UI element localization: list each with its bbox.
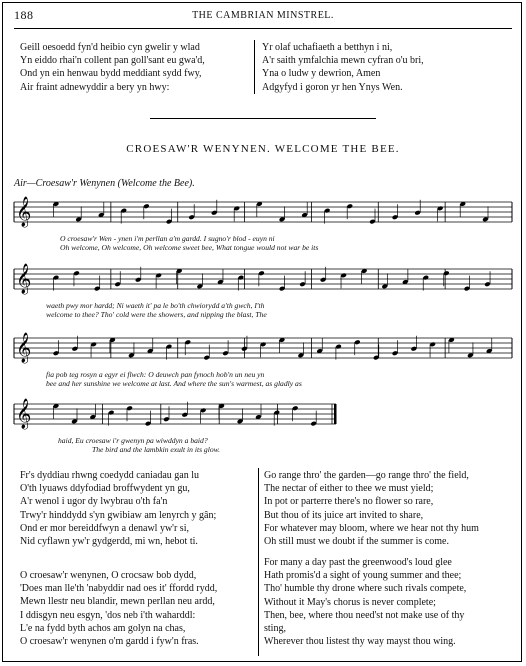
running-title: THE CAMBRIAN MINSTREL. xyxy=(192,10,334,21)
music-system-3 xyxy=(0,330,526,388)
verse-line: Geill oesoedd fyn'd heibio cyn gwelir y wlad xyxy=(20,42,200,53)
treble-clef-icon: 𝄞 xyxy=(16,333,32,362)
staff-2 xyxy=(0,261,526,303)
verse-line: For whatever may bloom, where we hear not thy hum xyxy=(264,522,479,534)
verse-line: Fr's dyddiau rhwng coedydd caniadau gan lu xyxy=(20,470,199,481)
verse-line: Yr olaf uchafiaeth a betthyn i ni, xyxy=(262,42,393,53)
top-verse-left xyxy=(20,41,205,94)
lyric-english: welcome to thee? Tho' cold were the showers, and nipping the blast, The xyxy=(46,310,267,319)
column-divider xyxy=(254,40,255,94)
staff-3 xyxy=(0,330,526,372)
verse-line: In pot or parterre there's no flower so rare, xyxy=(264,496,434,508)
treble-clef-icon: 𝄞 xyxy=(16,197,32,226)
verse-line: A'r saith ymfalchia mewn cyfran o'u bri, xyxy=(262,55,424,67)
verse-line: L'e na fydd byth achos am golyn na chas, xyxy=(20,622,186,634)
verse-line: The nectar of either to thee we must yield; xyxy=(264,483,434,495)
air-label: Air—Croesaw'r Wenynen (Welcome the Bee). xyxy=(14,178,195,189)
verse-line: Trwy'r hinddydd s'yn gwibiaw am lenyrch y gân; xyxy=(20,509,217,521)
section-rule xyxy=(150,118,376,119)
top-verse-right xyxy=(262,41,424,94)
lyric-welsh: waeth pwy mor hardd; Ni waeth it' pa le bo'th chwiorydd a'th gwch, I'th xyxy=(46,301,265,310)
music-system-4 xyxy=(0,396,526,454)
lyric-english: Oh welcome, Oh welcome, Oh welcome sweet bee, What tongue would not war be its xyxy=(60,243,319,252)
music-system-1 xyxy=(0,194,526,252)
verse-line: Tho' humble thy drone where such rivals compete, xyxy=(264,583,467,595)
final-barline xyxy=(334,404,337,424)
bottom-right-stanza-1 xyxy=(264,469,479,548)
page-number: 188 xyxy=(14,8,34,22)
staff-1 xyxy=(0,194,526,236)
verse-line: O'th lyuaws ddyfodiad broffwydent yn gu, xyxy=(20,483,190,495)
lyric-english: The bird and the lambkin exult in its glow. xyxy=(92,445,221,454)
treble-clef-icon: 𝄞 xyxy=(16,264,32,293)
verse-line: Ond er mor bereiddfwyn a denawl yw'r si, xyxy=(20,522,189,534)
lyric-welsh: fia pob teg rosyn a egyr ei flwch: O deuwch pan fynoch hob'n un neu yn xyxy=(46,370,265,379)
verse-line: For many a day past the greenwood's loud glee xyxy=(264,557,452,568)
verse-line: Mewn llestr neu blandir, mewn perllan neu ardd, xyxy=(20,596,215,608)
verse-line: sting, xyxy=(264,623,286,635)
verse-line: But thou of its juice art invited to share, xyxy=(264,509,424,521)
bottom-left-stanza-1 xyxy=(20,469,216,548)
verse-line: Go range thro' the garden—go range thro' the field, xyxy=(264,470,469,481)
verse-line: Without it May's chorus is never complete; xyxy=(264,596,436,608)
staff-4 xyxy=(0,396,526,438)
lyric-welsh: haid, Eu croesaw i'r gwenyn pa wiwddyn a baid? xyxy=(58,436,208,445)
verse-line: A'r wenol i ugor dy lwybrau o'th fa'n xyxy=(20,496,168,508)
verse-line: Air fraint adnewyddir a bery yn hwy: xyxy=(20,81,170,93)
song-title: CROESAW'R WENYNEN. WELCOME THE BEE. xyxy=(126,143,400,155)
bottom-left-stanza-2 xyxy=(20,569,217,648)
verse-line: Nid cyflawn yw'r gydgerdd, mi wn, hebot ti. xyxy=(20,536,198,548)
verse-line: Hath promis'd a sight of young summer and thee; xyxy=(264,570,462,582)
column-divider xyxy=(258,468,259,656)
lyric-english: bee and her sunshine we welcome at last. And where the sun's warmest, as gladly as xyxy=(46,379,302,388)
verse-line: 'Does man lle'th 'nabyddir nad oes it' ffordd rydd, xyxy=(20,583,218,595)
verse-line: O croesaw'r wenynen o'm gardd i fyw'n fras. xyxy=(20,636,199,648)
verse-line: O croesaw'r wenynen, O crocsaw bob dydd, xyxy=(20,570,197,581)
header-rule xyxy=(14,28,512,29)
verse-line: Yna o ludw y dewrion, Amen xyxy=(262,68,381,80)
music-system-2 xyxy=(0,261,526,319)
verse-line: Then, bee, where thou need'st not make use of thy xyxy=(264,609,465,621)
verse-line: Yn eiddo rhai'n collent pan goll'sant eu gwa'd, xyxy=(20,55,205,67)
treble-clef-icon: 𝄞 xyxy=(16,399,32,428)
lyric-welsh: O croesaw'r Wen - ynen i'm perllan a'm gardd. I sugno'r blod - euyn ni xyxy=(60,234,275,243)
verse-line: I ddisgyn neu esgyn, 'dos neb i'th waharddl: xyxy=(20,609,196,621)
verse-line: Oh still must we doubt if the summer is come. xyxy=(264,536,449,548)
verse-line: Adgyfyd i goron yr hen Ynys Wen. xyxy=(262,81,403,93)
verse-line: Ond yn ein henwau bydd meddiant sydd fwy, xyxy=(20,68,202,80)
verse-line: Wherever thou listest thy way mayst thou wing. xyxy=(264,636,456,648)
bottom-right-stanza-2 xyxy=(264,556,466,648)
